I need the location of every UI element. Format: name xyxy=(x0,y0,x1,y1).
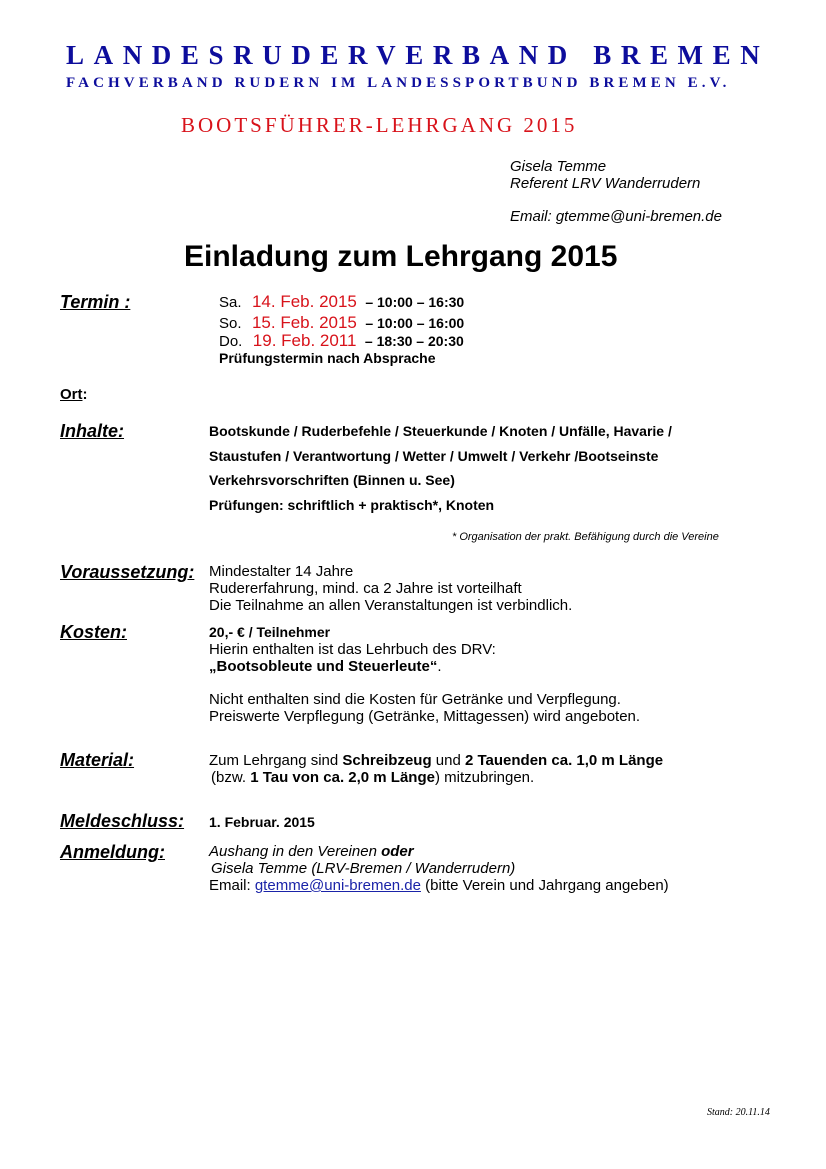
termin-day: Sa. xyxy=(219,294,242,311)
termin-time: – 10:00 – 16:30 xyxy=(365,294,465,310)
inhalte-line-3: Verkehrsvorschriften (Binnen u. See) xyxy=(209,472,455,488)
termin-row-3 xyxy=(219,331,464,351)
anmeldung-oder: oder xyxy=(381,843,414,860)
anmeldung-line-2: Gisela Temme (LRV-Bremen / Wanderrudern) xyxy=(211,860,516,877)
meldeschluss-value: 1. Februar. 2015 xyxy=(209,814,315,830)
inhalte-line-1: Bootskunde / Ruderbefehle / Steuerkunde / Knoten / Unfälle, Havarie / xyxy=(209,423,672,439)
material-bold: 1 Tau von ca. 2,0 m Länge xyxy=(250,769,435,786)
org-subtitle: FACHVERBAND RUDERN IM LANDESSPORTBUND BREMEN E.V. xyxy=(66,75,731,91)
anmeldung-email-suffix: (bitte Verein und Jahrgang angeben) xyxy=(420,877,669,894)
voraussetzung-line-1: Mindestalter 14 Jahre xyxy=(209,563,354,580)
termin-time: – 18:30 – 20:30 xyxy=(364,333,464,349)
termin-time: – 10:00 – 16:00 xyxy=(365,315,465,331)
inhalte-line-4: Prüfungen: schriftlich + praktisch*, Knoten xyxy=(209,497,495,513)
termin-date: 15. Feb. 2015 xyxy=(251,313,357,332)
kosten-book-suffix: . xyxy=(437,658,442,675)
material-bold: Schreibzeug xyxy=(342,752,432,769)
inhalte-label: Inhalte: xyxy=(60,421,125,441)
ort-label xyxy=(60,386,88,403)
material-text: (bzw. xyxy=(211,769,251,786)
contact-role: Referent LRV Wanderrudern xyxy=(510,175,701,192)
kosten-line-3: Nicht enthalten sind die Kosten für Getränke und Verpflegung. xyxy=(209,691,621,708)
anmeldung-text: Aushang in den Vereinen xyxy=(209,843,382,860)
anmeldung-label: Anmeldung: xyxy=(60,842,165,862)
kosten-label: Kosten: xyxy=(60,622,127,642)
contact-name: Gisela Temme xyxy=(510,158,607,175)
kosten-price: 20,- € / Teilnehmer xyxy=(209,624,331,640)
course-title: BOOTSFÜHRER-LEHRGANG 2015 xyxy=(181,113,578,137)
material-label: Material: xyxy=(60,750,135,770)
anmeldung-line-1 xyxy=(209,843,414,860)
material-text: ) mitzubringen. xyxy=(434,769,535,786)
kosten-line-4: Preiswerte Verpflegung (Getränke, Mittagessen) wird angeboten. xyxy=(209,708,641,725)
contact-email: Email: gtemme@uni-bremen.de xyxy=(510,208,722,225)
exam-note: Prüfungstermin nach Absprache xyxy=(219,350,436,366)
termin-date: 14. Feb. 2015 xyxy=(251,292,357,311)
kosten-book: „Bootsobleute und Steuerleute“ xyxy=(209,658,438,675)
stand-date: Stand: 20.11.14 xyxy=(707,1107,770,1118)
voraussetzung-line-2: Rudererfahrung, mind. ca 2 Jahre ist vorteilhaft xyxy=(209,580,522,597)
voraussetzung-label: Voraussetzung: xyxy=(60,562,195,582)
inhalte-line-2: Staustufen / Verantwortung / Wetter / Umwelt / Verkehr /Bootseinste xyxy=(209,448,659,464)
voraussetzung-line-3: Die Teilnahme an allen Veranstaltungen ist verbindlich. xyxy=(209,597,573,614)
org-name: LANDESRUDERVERBAND BREMEN xyxy=(66,40,770,70)
kosten-book-line xyxy=(209,658,442,675)
termin-label: Termin : xyxy=(60,292,131,312)
page-title: Einladung zum Lehrgang 2015 xyxy=(184,240,618,273)
ort-colon: : xyxy=(82,386,88,403)
termin-day: So. xyxy=(219,315,242,332)
email-link[interactable]: gtemme@uni-bremen.de xyxy=(254,877,421,894)
material-text: Zum Lehrgang sind xyxy=(209,752,343,769)
material-line-2 xyxy=(211,769,534,786)
inhalte-footnote: * Organisation der prakt. Befähigung durch die Vereine xyxy=(452,531,719,543)
material-bold: 2 Tauenden ca. 1,0 m Länge xyxy=(464,752,664,769)
material-line-1 xyxy=(209,752,663,769)
termin-row-1 xyxy=(219,292,464,312)
termin-row-2 xyxy=(219,313,464,333)
anmeldung-email-prefix: Email: xyxy=(209,877,255,894)
ort-label-text: Ort xyxy=(60,386,83,403)
termin-date: 19. Feb. 2011 xyxy=(252,331,357,350)
kosten-line-1: Hierin enthalten ist das Lehrbuch des DRV: xyxy=(209,641,496,658)
anmeldung-line-3 xyxy=(209,877,669,894)
termin-day: Do. xyxy=(219,333,243,350)
meldeschluss-label: Meldeschluss: xyxy=(60,811,185,831)
material-text: und xyxy=(431,752,465,769)
